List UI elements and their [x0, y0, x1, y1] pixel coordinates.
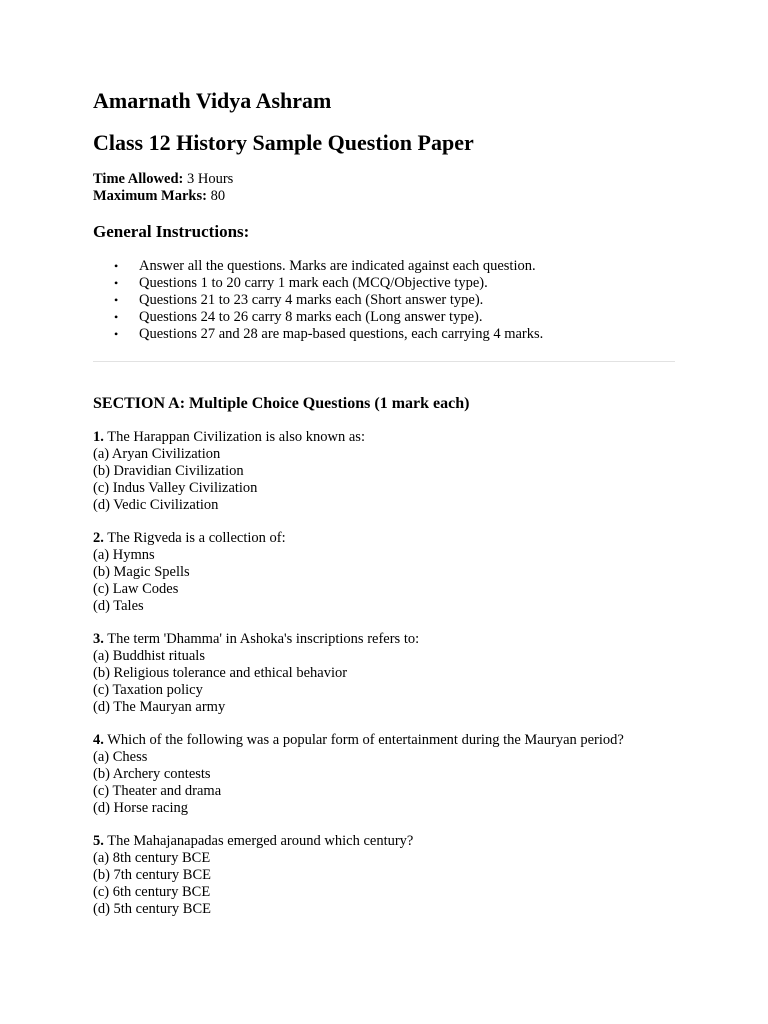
instruction-item [93, 275, 543, 292]
question-3 [93, 631, 419, 716]
time-allowed-value: 3 Hours [186, 171, 234, 187]
option-d: (d) 5th century BCE [93, 901, 211, 917]
question-2 [93, 530, 286, 615]
question-stem [93, 631, 419, 648]
option-a: (a) Hymns [93, 547, 155, 563]
option-c: (c) Taxation policy [93, 682, 203, 698]
bullet-icon: • [114, 259, 119, 273]
question-text: The term 'Dhamma' in Ashoka's inscriptions refers to: [107, 631, 420, 647]
option-a: (a) Buddhist rituals [93, 648, 205, 664]
option-c: (c) Theater and drama [93, 783, 222, 799]
instruction-item [93, 309, 543, 326]
option-b: (b) Archery contests [93, 766, 211, 782]
instruction-text: Questions 1 to 20 carry 1 mark each (MCQ/Objective type). [139, 275, 488, 291]
school-name: Amarnath Vidya Ashram [93, 88, 332, 113]
maximum-marks-label: Maximum Marks: [93, 188, 207, 204]
instruction-text: Questions 24 to 26 carry 8 marks each (Long answer type). [139, 309, 483, 325]
instructions-heading: General Instructions: [93, 222, 250, 241]
question-stem [93, 833, 413, 850]
question-text: The Mahajanapadas emerged around which century? [107, 833, 414, 849]
question-4 [93, 732, 624, 817]
question-number: 2. [93, 530, 104, 546]
maximum-marks-line [93, 188, 233, 205]
section-a-heading: SECTION A: Multiple Choice Questions (1 mark each) [93, 395, 470, 412]
bullet-icon: • [114, 293, 119, 307]
option-a: (a) 8th century BCE [93, 850, 211, 866]
option-d: (d) Horse racing [93, 800, 189, 816]
option-b: (b) 7th century BCE [93, 867, 211, 883]
question-stem [93, 429, 365, 446]
instruction-item [93, 292, 543, 309]
option-d: (d) The Mauryan army [93, 699, 226, 715]
question-stem [93, 732, 624, 749]
option-a: (a) Chess [93, 749, 148, 765]
instruction-item [93, 258, 543, 275]
maximum-marks-value: 80 [210, 188, 226, 204]
paper-title: Class 12 History Sample Question Paper [93, 130, 474, 155]
bullet-icon: • [114, 327, 119, 341]
option-b: (b) Magic Spells [93, 564, 190, 580]
instruction-text: Answer all the questions. Marks are indicated against each question. [139, 258, 536, 274]
paper-meta [93, 171, 233, 205]
question-number: 5. [93, 833, 104, 849]
option-c: (c) Indus Valley Civilization [93, 480, 258, 496]
question-text: The Harappan Civilization is also known as: [107, 429, 365, 445]
question-text: The Rigveda is a collection of: [107, 530, 286, 546]
option-c: (c) Law Codes [93, 581, 179, 597]
instruction-text: Questions 27 and 28 are map-based questions, each carrying 4 marks. [139, 326, 544, 342]
section-divider [93, 361, 675, 362]
question-number: 4. [93, 732, 104, 748]
question-number: 1. [93, 429, 104, 445]
question-5 [93, 833, 413, 918]
instruction-item [93, 326, 543, 343]
instruction-text: Questions 21 to 23 carry 4 marks each (Short answer type). [139, 292, 484, 308]
question-stem [93, 530, 286, 547]
instructions-list [93, 258, 543, 343]
option-c: (c) 6th century BCE [93, 884, 211, 900]
question-1 [93, 429, 365, 514]
option-b: (b) Religious tolerance and ethical behavior [93, 665, 348, 681]
question-number: 3. [93, 631, 104, 647]
option-d: (d) Vedic Civilization [93, 497, 219, 513]
bullet-icon: • [114, 310, 119, 324]
bullet-icon: • [114, 276, 119, 290]
option-b: (b) Dravidian Civilization [93, 463, 244, 479]
time-allowed-line [93, 171, 233, 188]
option-a: (a) Aryan Civilization [93, 446, 221, 462]
time-allowed-label: Time Allowed: [93, 171, 184, 187]
question-text: Which of the following was a popular form of entertainment during the Mauryan period? [107, 732, 624, 748]
option-d: (d) Tales [93, 598, 144, 614]
